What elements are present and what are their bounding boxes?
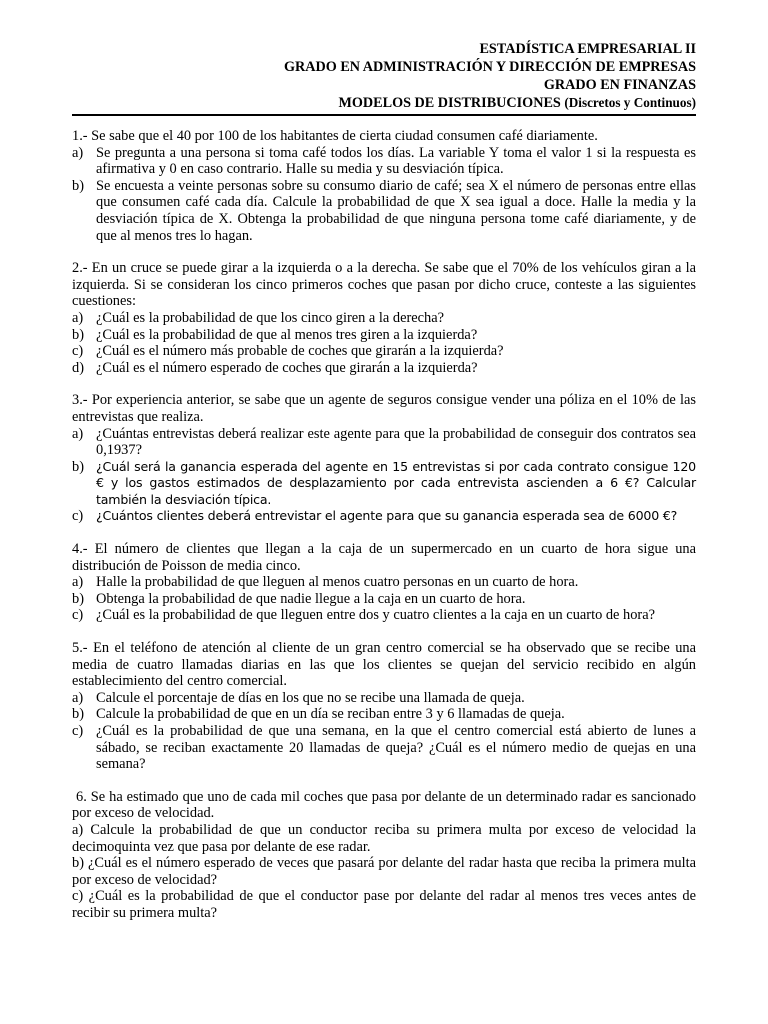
item-text: ¿Cuál es el número más probable de coches que girarán a la izquierda? xyxy=(96,343,504,360)
item-mark: b) xyxy=(72,590,84,607)
topic-title xyxy=(72,94,696,112)
item-text: Calcule el porcentaje de días en los que no se recibe una llamada de queja. xyxy=(96,689,525,706)
item-text: Halle la probabilidad de que lleguen al menos cuatro personas en un cuarto de hora. xyxy=(96,574,579,591)
question-4-intro: 4.- El número de clientes que llegan a la caja de un supermercado en un cuarto de hora sigue una distribución de Poisson de media cinco. xyxy=(72,541,696,574)
question-5 xyxy=(72,640,696,773)
item-mark: a) xyxy=(72,425,84,442)
question-4-item-a xyxy=(72,574,696,591)
document-header xyxy=(72,40,696,112)
question-2-intro: 2.- En un cruce se puede girar a la izquierda o a la derecha. Se sabe que el 70% de los vehículos giran a la izquierda. Si se consideran los cinco primeros coches que pasan por dicho cruce, conteste a las siguientes cuestiones: xyxy=(72,260,696,310)
question-3-intro: 3.- Por experiencia anterior, se sabe que un agente de seguros consigue vender una póliza en el 10% de las entrevistas que realiza. xyxy=(72,392,696,425)
item-mark: a) xyxy=(72,574,84,591)
question-2-items xyxy=(72,310,696,376)
degree-title: GRADO EN ADMINISTRACIÓN Y DIRECCIÓN DE EMPRESAS xyxy=(283,59,696,75)
item-mark: c) xyxy=(72,723,84,739)
item-mark: b) xyxy=(72,706,84,723)
item-mark: c) xyxy=(72,607,84,624)
question-6-item-b: b) ¿Cuál es el número esperado de veces que pasará por delante del radar hasta que reciba la primera multa por exceso de velocidad? xyxy=(72,855,696,888)
item-mark: b) xyxy=(72,326,84,343)
question-4-items xyxy=(72,574,696,624)
item-text: ¿Cuál es la probabilidad de que lleguen entre dos y cuatro clientes a la caja en un cuarto de hora? xyxy=(96,607,656,624)
item-mark: b) xyxy=(72,458,84,475)
question-1-items xyxy=(72,145,696,245)
item-text: ¿Cuál será la ganancia esperada del agente en 15 entrevistas si por cada contrato consigue 120 € y los gastos estimados de desplazamiento por cada entrevista ascienden a 6 €? Calcular también la desviación típica. xyxy=(96,458,696,507)
document-page xyxy=(72,40,696,938)
question-3-item-a xyxy=(72,426,696,459)
item-mark: d) xyxy=(72,359,84,376)
question-2-item-b xyxy=(72,327,696,344)
question-2-item-d xyxy=(72,360,696,377)
question-2-item-c xyxy=(72,343,696,360)
course-title: ESTADÍSTICA EMPRESARIAL II xyxy=(479,41,696,57)
question-5-item-c xyxy=(72,723,696,773)
question-6-item-c: c) ¿Cuál es la probabilidad de que el conductor pase por delante del radar al menos tres veces antes de recibir su primera multa? xyxy=(72,888,696,921)
item-mark: a) xyxy=(72,309,84,326)
question-3-items xyxy=(72,426,696,526)
question-1 xyxy=(72,128,696,244)
item-text: ¿Cuál es la probabilidad de que una semana, en la que el centro comercial está abierto de lunes a sábado, se reciban exactamente 20 llamadas de queja? ¿Cuál es el número medio de quejas en una semana? xyxy=(96,723,696,773)
item-text: ¿Cuál es la probabilidad de que al menos tres giren a la izquierda? xyxy=(96,326,478,343)
question-4 xyxy=(72,541,696,624)
question-6 xyxy=(72,789,696,922)
item-text: ¿Cuántas entrevistas deberá realizar este agente para que la probabilidad de conseguir dos contratos sea 0,1937? xyxy=(96,425,696,459)
question-3-item-c xyxy=(72,508,696,525)
question-1-intro: 1.- Se sabe que el 40 por 100 de los habitantes de cierta ciudad consumen café diariamente. xyxy=(72,128,598,144)
question-6-intro: 6. Se ha estimado que uno de cada mil coches que pasa por delante de un determinado radar es sancionado por exceso de velocidad. xyxy=(72,788,696,822)
question-3-item-b xyxy=(72,459,696,509)
topic-main: MODELOS DE DISTRIBUCIONES xyxy=(338,95,561,111)
item-mark: a) xyxy=(72,689,84,706)
item-text: Calcule la probabilidad de que en un día se reciban entre 3 y 6 llamadas de queja. xyxy=(96,706,565,723)
item-text: Se encuesta a veinte personas sobre su consumo diario de café; sea X el número de personas entre ellas que consumen café cada día. Calcule la probabilidad de que X sea igual a doce. Halle la media y la desviación típica de X. Obtenga la probabilidad de que ninguna persona tome café diariamente, y de que al menos tres lo hagan. xyxy=(96,177,696,244)
header-divider xyxy=(72,114,696,116)
question-1-item-b xyxy=(72,178,696,244)
item-mark: c) xyxy=(72,343,84,360)
item-text: ¿Cuál es el número esperado de coches que girarán a la izquierda? xyxy=(96,359,478,376)
question-1-item-a xyxy=(72,145,696,178)
item-mark: a) xyxy=(72,144,84,161)
question-3 xyxy=(72,392,696,525)
item-mark: b) xyxy=(72,177,84,194)
question-5-items xyxy=(72,690,696,773)
question-5-item-a xyxy=(72,690,696,707)
item-text: Se pregunta a una persona si toma café todos los días. La variable Y toma el valor 1 si la respuesta es afirmativa y 0 en caso contrario. Halle su media y su desviación típica. xyxy=(96,144,696,178)
question-2 xyxy=(72,260,696,376)
question-2-item-a xyxy=(72,310,696,327)
question-4-item-c xyxy=(72,607,696,624)
item-text: Obtenga la probabilidad de que nadie llegue a la caja en un cuarto de hora. xyxy=(96,590,526,607)
question-5-intro: 5.- En el teléfono de atención al cliente de un gran centro comercial se ha observado que se recibe una media de cuatro llamadas diarias en las que los clientes se quejan del servicio recibido en algún establecimiento del centro comercial. xyxy=(72,640,696,690)
degree-subtitle: GRADO EN FINANZAS xyxy=(543,77,696,93)
item-text: ¿Cuántos clientes deberá entrevistar el agente para que su ganancia esperada sea de 6000 €? xyxy=(96,508,678,524)
item-mark: c) xyxy=(72,508,84,525)
question-6-item-a: a) Calcule la probabilidad de que un conductor reciba su primera multa por exceso de velocidad la decimoquinta vez que pasa por delante de ese radar. xyxy=(72,821,696,855)
item-text: ¿Cuál es la probabilidad de que los cinco giren a la derecha? xyxy=(96,309,445,326)
topic-sub: (Discretos y Continuos) xyxy=(564,95,696,110)
question-4-item-b xyxy=(72,591,696,608)
question-5-item-b xyxy=(72,706,696,723)
